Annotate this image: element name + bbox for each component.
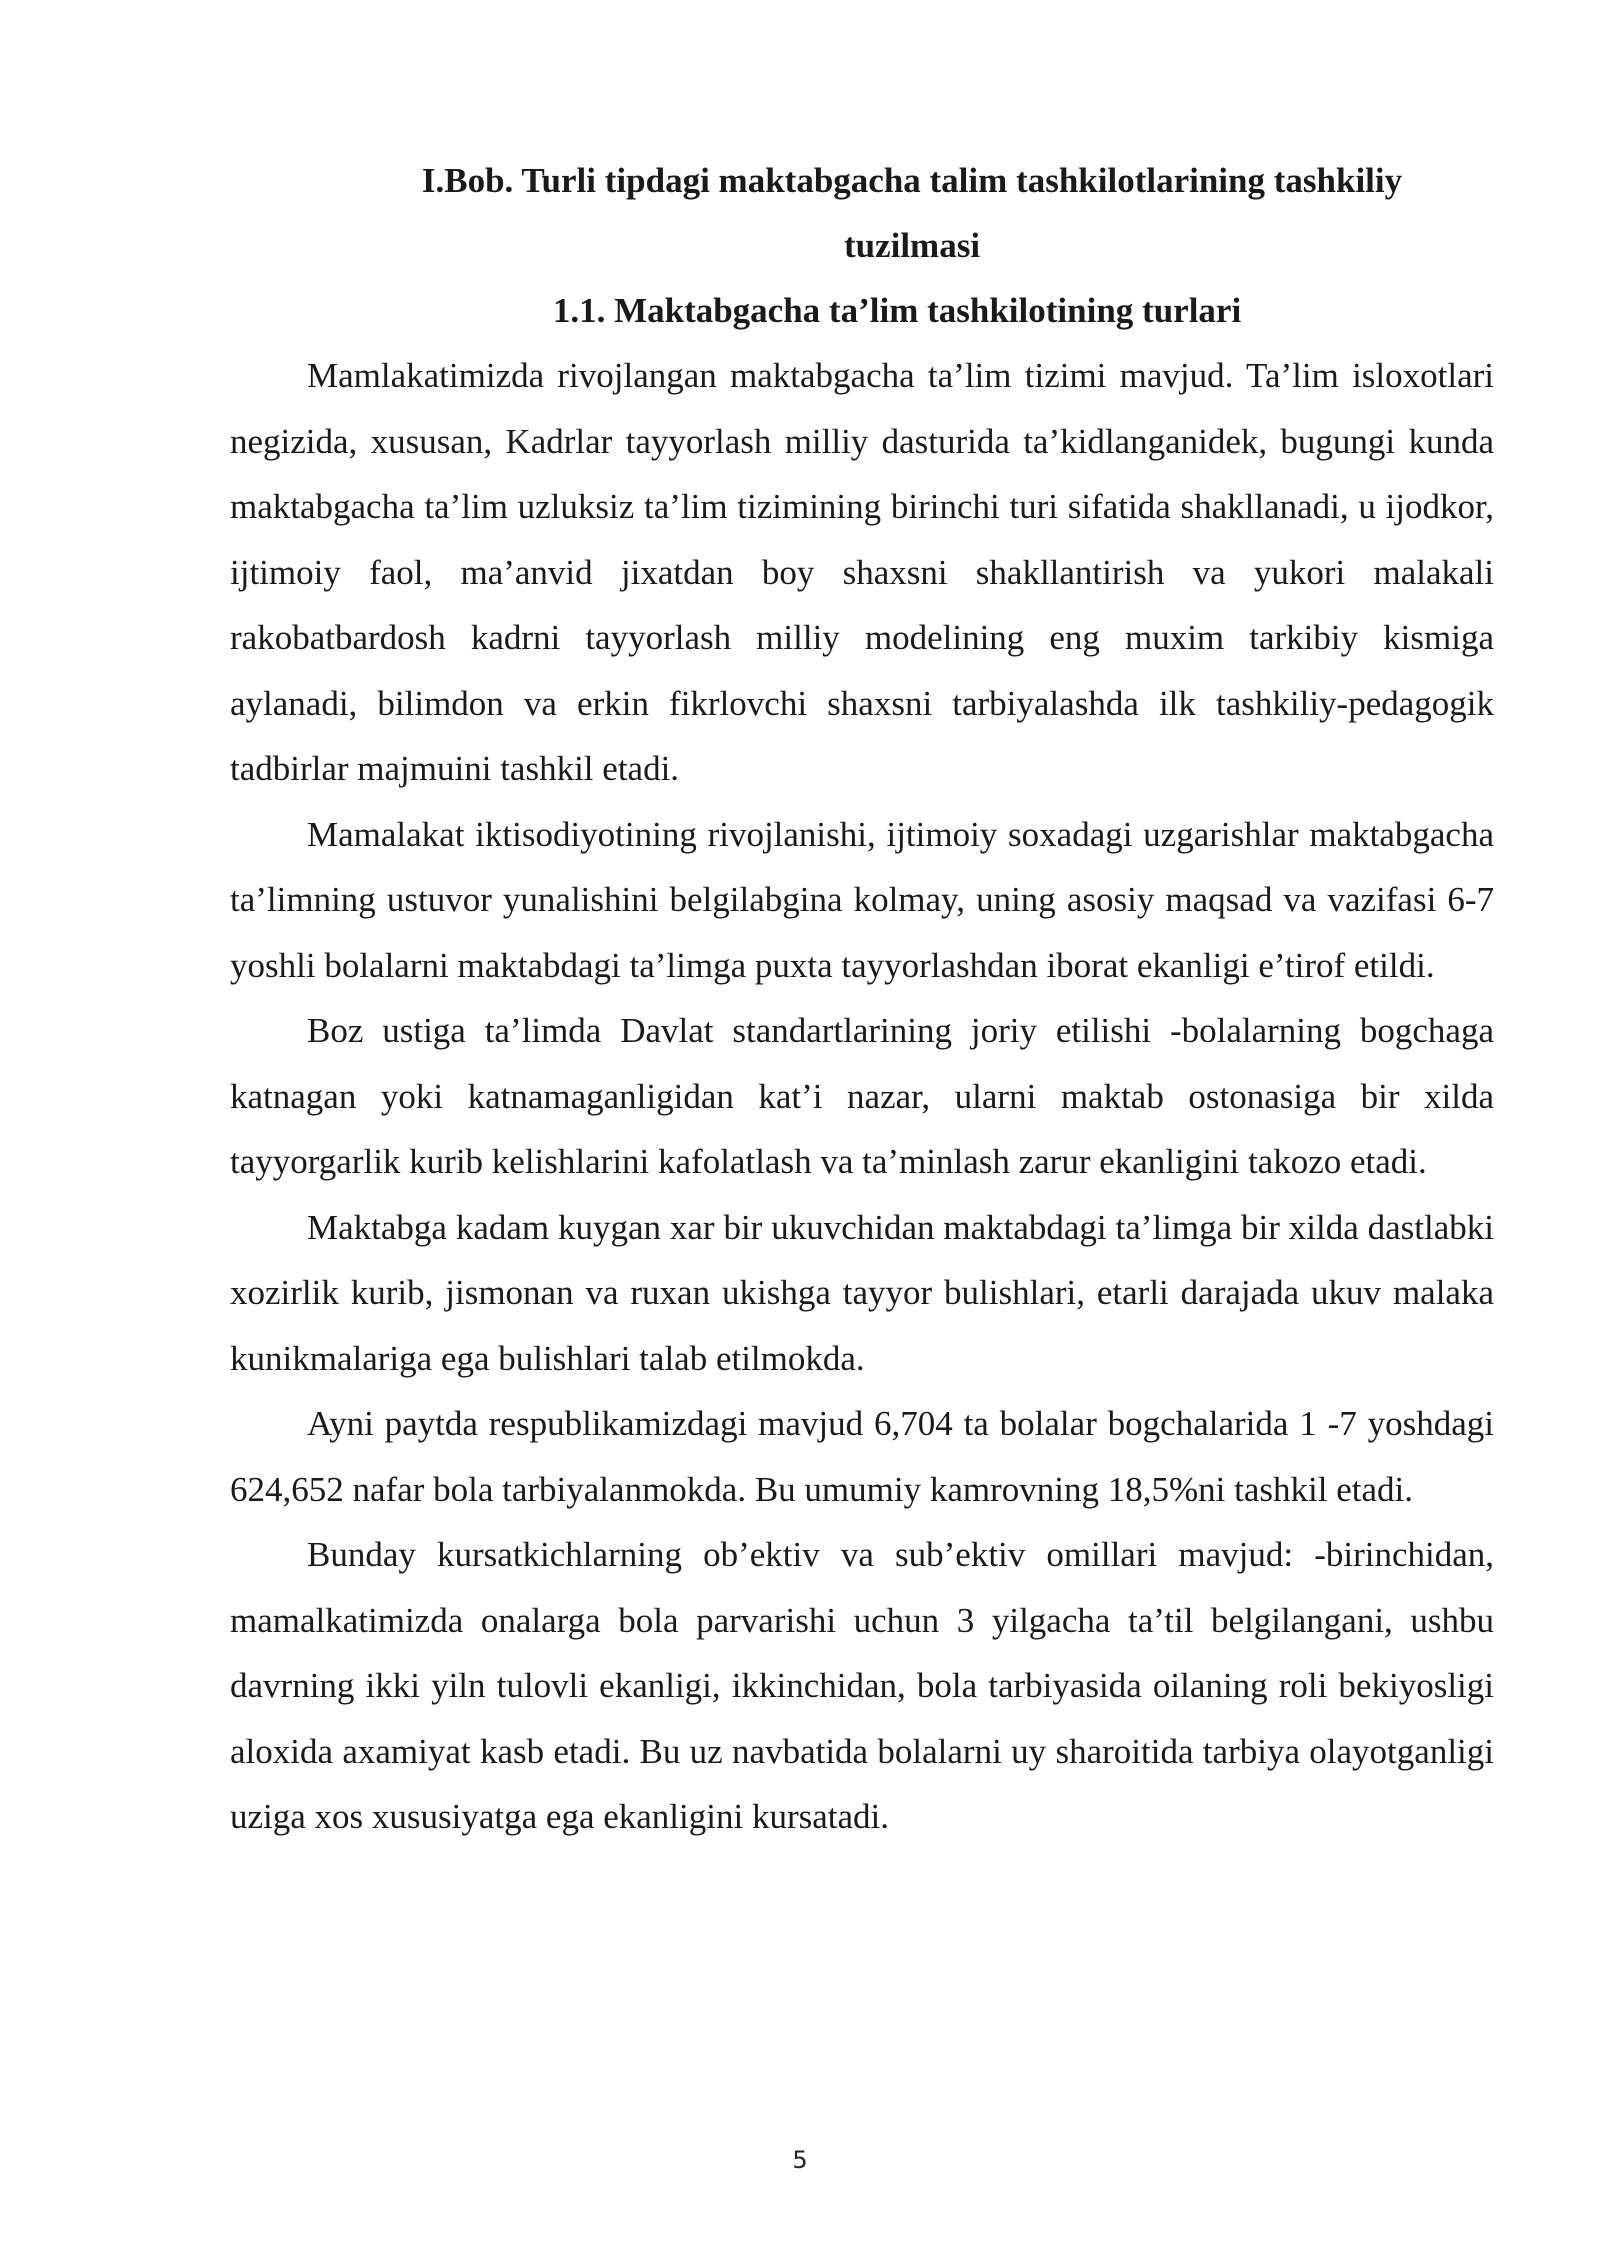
paragraph-5: Ayni paytda respublikamizdagi mavjud 6,704 ta bolalar bogchalarida 1 -7 yoshdagi 624,652 nafar bola tarbiyalanmokda. Bu umumiy kamrovning 18,5%ni tashkil etadi. bbox=[230, 1404, 1494, 1509]
section-title: 1.1. Maktabgacha ta’lim tashkilotining turlari bbox=[552, 291, 1242, 330]
page-number: 5 bbox=[792, 2146, 808, 2174]
paragraph-6: Bunday kursatkichlarning ob’ektiv va sub’ektiv omillari mavjud: -birinchidan, mamalkatimizda onalarga bola parvarishi uchun 3 yilgacha ta’til belgilangani, ushbu davrning ikki yiln tulovli ekanligi, ikkinchidan, bola tarbiyasida oilaning roli bekiyosligi aloxida axamiyat kasb etadi. Bu uz navbatida bolalarni uy sharoitida tarbiya olayotganligi uziga xos xususiyatga ega ekanligini kursatadi. bbox=[230, 1535, 1494, 1836]
paragraph-3: Boz ustiga ta’limda Davlat standartlarining joriy etilishi -bolalarning bogchaga katnagan yoki katnamaganligidan kat’i nazar, ularni maktab ostonasiga bir xilda tayyorgarlik kurib kelishlarini kafolatlash va ta’minlash zarur ekanligini takozo etadi. bbox=[230, 1011, 1494, 1181]
paragraph-1: Mamlakatimizda rivojlangan maktabgacha ta’lim tizimi mavjud. Ta’lim isloxotlari negizida, xususan, Kadrlar tayyorlash milliy dasturida ta’kidlanganidek, bugungi kunda maktabgacha ta’lim uzluksiz ta’lim tizimining birinchi turi sifatida shakllanadi, u ijodkor, ijtimoiy faol, ma’anvid jixatdan boy shaxsni shakllantirish va yukori malakali rakobatbardosh kadrni tayyorlash milliy modelining eng muxim tarkibiy kismiga aylanadi, bilimdon va erkin fikrlovchi shaxsni tarbiyalashda ilk tashkiliy-pedagogik tadbirlar majmuini tashkil etadi. bbox=[230, 356, 1494, 788]
chapter-title: I.Bob. Turli tipdagi maktabgacha talim tashkilotlarining tashkiliy tuzilmasi bbox=[421, 161, 1403, 265]
page-content bbox=[230, 148, 1494, 1850]
paragraph-2: Mamalakat iktisodiyotining rivojlanishi, ijtimoiy soxadagi uzgarishlar maktabgacha ta’limning ustuvor yunalishini belgilabgina kolmay, uning asosiy maqsad va vazifasi 6-7 yoshli bolalarni maktabdagi ta’limga puxta tayyorlashdan iborat ekanligi e’tirof etildi. bbox=[230, 814, 1494, 985]
paragraph-4: Maktabga kadam kuygan xar bir ukuvchidan maktabdagi ta’limga bir xilda dastlabki xozirlik kurib, jismonan va ruxan ukishga tayyor bulishlari, etarli darajada ukuv malaka kunikmalariga ega bulishlari talab etilmokda. bbox=[230, 1207, 1494, 1378]
